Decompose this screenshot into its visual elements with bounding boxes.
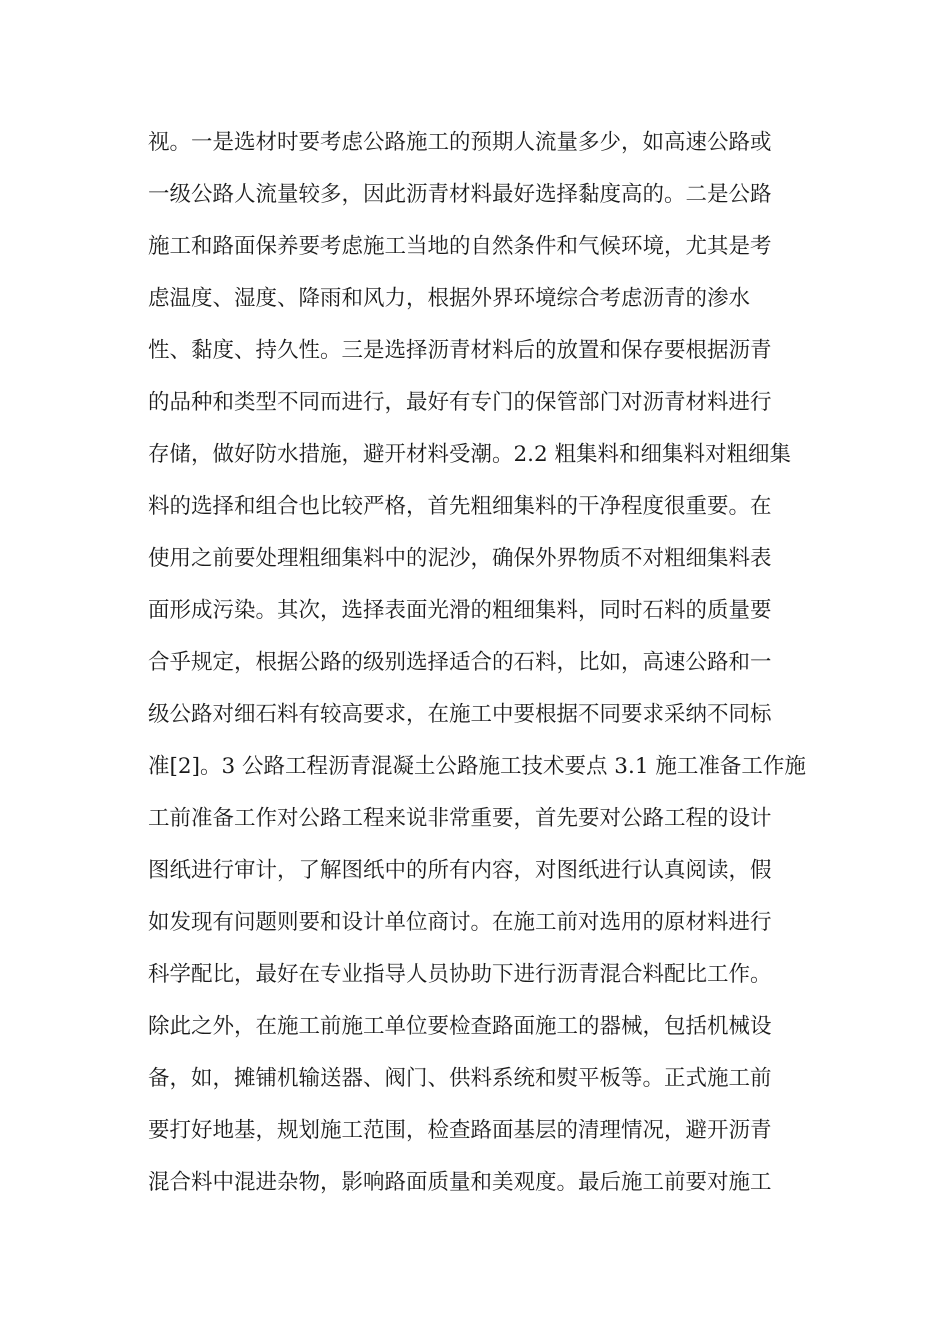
- text-line: 面形成污染。其次，选择表面光滑的粗细集料，同时石料的质量要: [148, 598, 772, 623]
- text-line: 混合料中混进杂物，影响路面质量和美观度。最后施工前要对施工: [148, 1170, 772, 1195]
- text-line: 工前准备工作对公路工程来说非常重要，首先要对公路工程的设计: [148, 806, 772, 831]
- text-line: 性、黏度、持久性。三是选择沥青材料后的放置和保存要根据沥青: [148, 338, 772, 363]
- body-text: [148, 117, 808, 1209]
- text-line: 准[2]。3 公路工程沥青混凝土公路施工技术要点 3.1 施工准备工作施: [148, 754, 806, 779]
- text-line: 的品种和类型不同而进行，最好有专门的保管部门对沥青材料进行: [148, 390, 772, 415]
- text-line: 除此之外，在施工前施工单位要检查路面施工的器械，包括机械设: [148, 1014, 772, 1039]
- text-line: 视。一是选材时要考虑公路施工的预期人流量多少，如高速公路或: [148, 130, 772, 155]
- text-line: 使用之前要处理粗细集料中的泥沙，确保外界物质不对粗细集料表: [148, 546, 772, 571]
- text-line: 图纸进行审计，了解图纸中的所有内容，对图纸进行认真阅读，假: [148, 858, 772, 883]
- text-line: 一级公路人流量较多，因此沥青材料最好选择黏度高的。二是公路: [148, 182, 772, 207]
- text-line: 料的选择和组合也比较严格，首先粗细集料的干净程度很重要。在: [148, 494, 772, 519]
- text-line: 科学配比，最好在专业指导人员协助下进行沥青混合料配比工作。: [148, 962, 772, 987]
- text-line: 合乎规定，根据公路的级别选择适合的石料，比如，高速公路和一: [148, 650, 772, 675]
- text-line: 备，如，摊铺机输送器、阀门、供料系统和熨平板等。正式施工前: [148, 1066, 772, 1091]
- text-line: 虑温度、湿度、降雨和风力，根据外界环境综合考虑沥青的渗水: [148, 286, 751, 311]
- text-line: 级公路对细石料有较高要求，在施工中要根据不同要求采纳不同标: [148, 702, 772, 727]
- text-line: 如发现有问题则要和设计单位商讨。在施工前对选用的原材料进行: [148, 910, 772, 935]
- text-line: 施工和路面保养要考虑施工当地的自然条件和气候环境，尤其是考: [148, 234, 772, 259]
- text-line: 存储，做好防水措施，避开材料受潮。2.2 粗集料和细集料对粗细集: [148, 442, 792, 467]
- text-line: 要打好地基，规划施工范围，检查路面基层的清理情况，避开沥青: [148, 1118, 772, 1143]
